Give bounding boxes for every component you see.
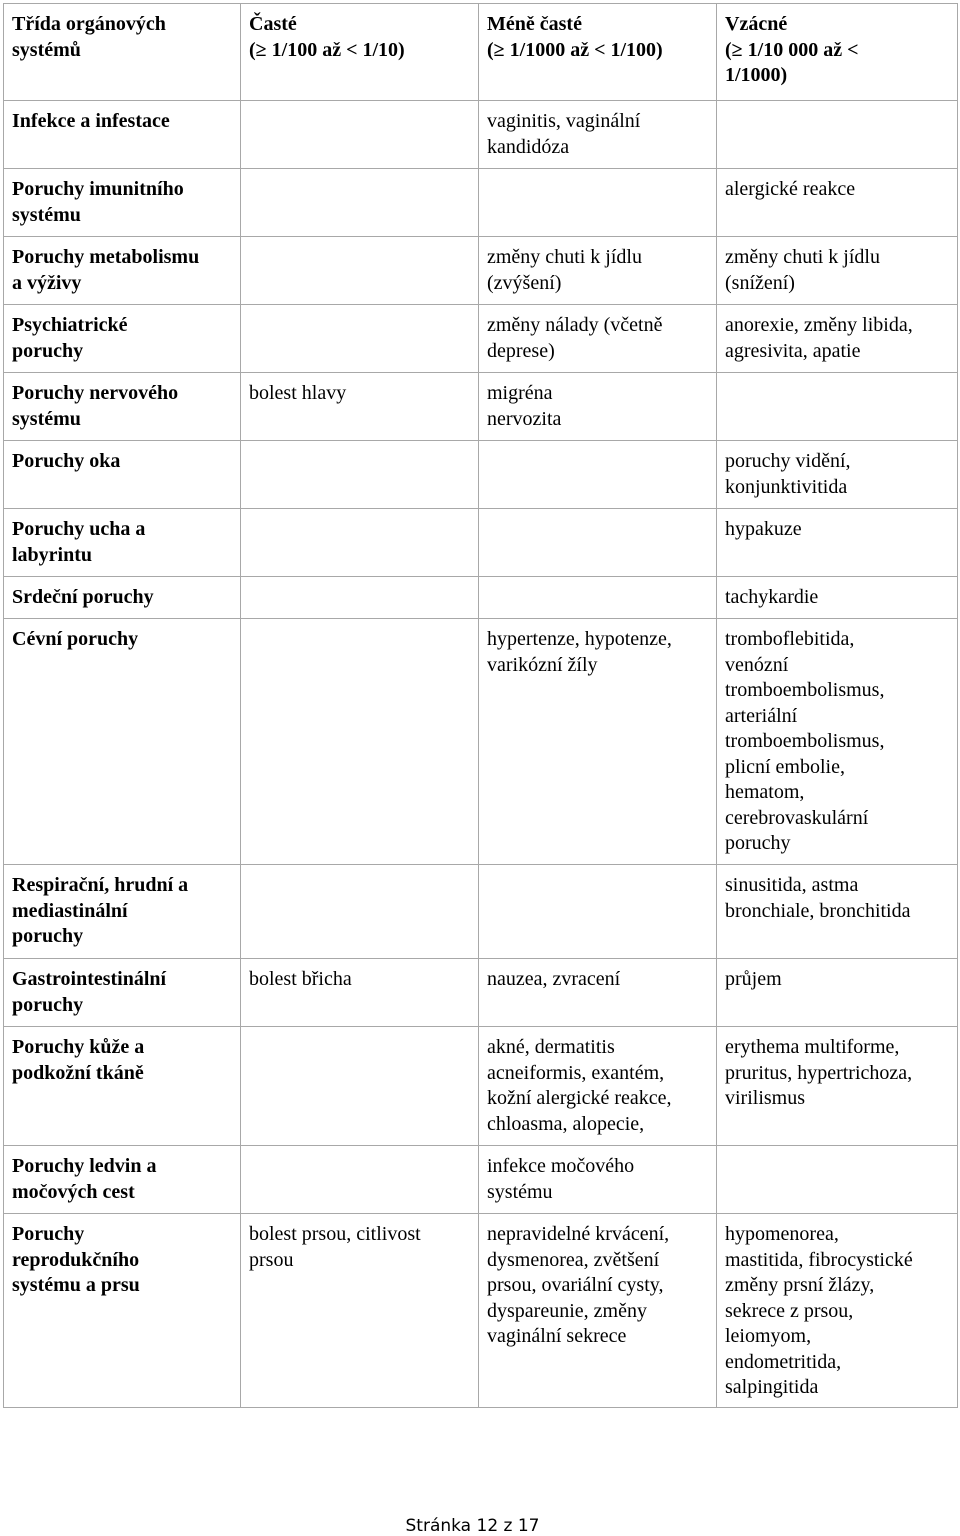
uncommon-cell — [479, 237, 717, 305]
organ-class-cell-line: Cévní poruchy — [12, 628, 139, 650]
organ-class-cell-line: Poruchy — [12, 1223, 85, 1245]
organ-class-cell — [4, 101, 241, 169]
rare-cell-line: pruritus, hypertrichoza, — [725, 1061, 913, 1084]
organ-class-cell-line: poruchy — [12, 339, 84, 362]
rare-cell-line: poruchy vidění, — [725, 450, 851, 472]
uncommon-cell-line: vaginální sekrece — [487, 1325, 627, 1347]
rare-cell — [717, 305, 958, 373]
common-cell — [241, 441, 479, 509]
uncommon-cell-line: nervozita — [487, 407, 562, 430]
adverse-reactions-table — [3, 3, 958, 1408]
organ-class-cell-line: Infekce a infestace — [12, 110, 170, 132]
uncommon-cell — [479, 865, 717, 959]
uncommon-cell — [479, 101, 717, 169]
organ-class-cell — [4, 1027, 241, 1146]
rare-cell-line: plicní embolie, — [725, 755, 845, 778]
rare-cell-line: sinusitida, astma — [725, 874, 859, 896]
rare-cell — [717, 959, 958, 1027]
rare-cell-line: anorexie, změny libida, — [725, 314, 913, 336]
header-row — [4, 4, 958, 101]
rare-cell-line: konjunktivitida — [725, 475, 848, 498]
organ-class-cell-line: Poruchy ledvin a — [12, 1155, 157, 1177]
rare-cell-line: průjem — [725, 968, 782, 990]
organ-class-cell — [4, 959, 241, 1027]
organ-class-cell-line: a výživy — [12, 271, 82, 294]
rare-cell-line: agresivita, apatie — [725, 339, 861, 362]
common-cell — [241, 865, 479, 959]
table-row-ucho — [4, 509, 958, 577]
uncommon-cell-line: akné, dermatitis — [487, 1036, 615, 1058]
rare-cell — [717, 1146, 958, 1214]
organ-class-cell — [4, 1146, 241, 1214]
organ-class-cell — [4, 619, 241, 865]
table-row-metabolismus — [4, 237, 958, 305]
organ-class-cell — [4, 865, 241, 959]
uncommon-cell-line: změny nálady (včetně — [487, 314, 663, 336]
rare-cell — [717, 865, 958, 959]
rare-cell-line: tromboflebitida, — [725, 628, 855, 650]
rare-cell-line: leiomyom, — [725, 1325, 812, 1347]
rare-cell-line: hypakuze — [725, 518, 802, 540]
organ-class-cell-line: Srdeční poruchy — [12, 586, 154, 608]
rare-cell-line: arteriální — [725, 704, 798, 727]
table-row-imunitni — [4, 169, 958, 237]
rare-cell-line: tromboembolismus, — [725, 679, 885, 701]
common-cell-line: bolest prsou, citlivost — [249, 1223, 421, 1245]
table-row-srdce — [4, 577, 958, 619]
uncommon-cell-line: acneiformis, exantém, — [487, 1061, 665, 1084]
uncommon-cell — [479, 509, 717, 577]
common-cell — [241, 101, 479, 169]
header-rare-line: 1/1000) — [725, 64, 788, 86]
table-body — [4, 101, 958, 1408]
rare-cell-line: tachykardie — [725, 586, 819, 608]
common-cell-line: bolest břicha — [249, 968, 352, 990]
organ-class-cell-line: Poruchy metabolismu — [12, 246, 200, 268]
uncommon-cell-line: chloasma, alopecie, — [487, 1112, 645, 1135]
rare-cell — [717, 619, 958, 865]
header-organ-class-line: Třída orgánových — [12, 13, 166, 35]
header-uncommon-line: Méně časté — [487, 13, 582, 35]
rare-cell-line: salpingitida — [725, 1376, 819, 1398]
header-common-line: (≥ 1/100 až < 1/10) — [249, 38, 405, 61]
common-cell-line: bolest hlavy — [249, 382, 347, 404]
common-cell — [241, 1146, 479, 1214]
uncommon-cell — [479, 1146, 717, 1214]
rare-cell-line: mastitida, fibrocystické — [725, 1248, 913, 1271]
header-rare-line: (≥ 1/10 000 až < — [725, 38, 859, 61]
rare-cell-line: virilismus — [725, 1087, 806, 1109]
common-cell — [241, 959, 479, 1027]
uncommon-cell-line: dyspareunie, změny — [487, 1299, 647, 1322]
organ-class-cell-line: reprodukčního — [12, 1248, 140, 1271]
common-cell — [241, 577, 479, 619]
uncommon-cell-line: migréna — [487, 382, 553, 404]
rare-cell — [717, 509, 958, 577]
organ-class-cell — [4, 509, 241, 577]
rare-cell-line: bronchiale, bronchitida — [725, 899, 911, 922]
rare-cell-line: sekrece z prsou, — [725, 1299, 854, 1322]
organ-class-cell-line: Psychiatrické — [12, 314, 128, 336]
organ-class-cell-line: poruchy — [12, 925, 84, 947]
uncommon-cell-line: kožní alergické reakce, — [487, 1087, 672, 1109]
uncommon-cell-line: varikózní žíly — [487, 653, 598, 676]
rare-cell-line: tromboembolismus, — [725, 730, 885, 752]
uncommon-cell-line: infekce močového — [487, 1155, 635, 1177]
rare-cell-line: hematom, — [725, 781, 805, 803]
uncommon-cell — [479, 959, 717, 1027]
header-uncommon — [479, 4, 717, 101]
rare-cell-line: alergické reakce — [725, 178, 856, 200]
organ-class-cell — [4, 373, 241, 441]
uncommon-cell-line: prsou, ovariální cysty, — [487, 1274, 664, 1296]
uncommon-cell-line: nauzea, zvracení — [487, 968, 621, 990]
table-row-nervovy — [4, 373, 958, 441]
header-common — [241, 4, 479, 101]
page-number: Stránka 12 z 17 — [405, 1516, 540, 1536]
organ-class-cell-line: labyrintu — [12, 543, 93, 566]
organ-class-cell-line: Gastrointestinální — [12, 968, 167, 990]
rare-cell-line: cerebrovaskulární — [725, 806, 869, 829]
table-row-ledviny — [4, 1146, 958, 1214]
uncommon-cell-line: (zvýšení) — [487, 271, 562, 294]
uncommon-cell-line: změny chuti k jídlu — [487, 246, 642, 268]
header-common-line: Časté — [249, 13, 297, 35]
common-cell — [241, 305, 479, 373]
organ-class-cell-line: Poruchy kůže a — [12, 1036, 145, 1058]
table-row-cevni — [4, 619, 958, 865]
organ-class-cell-line: močových cest — [12, 1180, 135, 1203]
organ-class-cell-line: systému — [12, 203, 81, 226]
uncommon-cell — [479, 577, 717, 619]
rare-cell-line: změny chuti k jídlu — [725, 246, 880, 268]
organ-class-cell-line: Respirační, hrudní a — [12, 874, 189, 896]
uncommon-cell — [479, 1027, 717, 1146]
uncommon-cell-line: nepravidelné krvácení, — [487, 1223, 670, 1245]
table-row-respiracni — [4, 865, 958, 959]
organ-class-cell — [4, 305, 241, 373]
rare-cell — [717, 1027, 958, 1146]
uncommon-cell-line: hypertenze, hypotenze, — [487, 628, 672, 650]
table-row-oko — [4, 441, 958, 509]
organ-class-cell-line: Poruchy ucha a — [12, 518, 146, 540]
organ-class-cell-line: Poruchy nervového — [12, 382, 179, 404]
organ-class-cell-line: podkožní tkáně — [12, 1061, 144, 1084]
uncommon-cell — [479, 619, 717, 865]
organ-class-cell-line: mediastinální — [12, 899, 128, 922]
rare-cell — [717, 237, 958, 305]
rare-cell — [717, 577, 958, 619]
organ-class-cell — [4, 237, 241, 305]
header-uncommon-line: (≥ 1/1000 až < 1/100) — [487, 38, 663, 61]
header-organ-class-line: systémů — [12, 38, 81, 61]
uncommon-cell-line: kandidóza — [487, 135, 570, 158]
rare-cell-line: (snížení) — [725, 271, 795, 294]
organ-class-cell-line: poruchy — [12, 993, 84, 1016]
table-row-reprodukcni — [4, 1214, 958, 1408]
header-rare-line: Vzácné — [725, 13, 788, 35]
common-cell-line: prsou — [249, 1248, 294, 1271]
rare-cell-line: poruchy — [725, 832, 791, 854]
table-row-psychiatricke — [4, 305, 958, 373]
organ-class-cell — [4, 1214, 241, 1408]
uncommon-cell-line: deprese) — [487, 339, 555, 362]
uncommon-cell — [479, 169, 717, 237]
common-cell — [241, 169, 479, 237]
rare-cell — [717, 1214, 958, 1408]
rare-cell — [717, 169, 958, 237]
common-cell — [241, 1214, 479, 1408]
uncommon-cell — [479, 1214, 717, 1408]
common-cell — [241, 509, 479, 577]
uncommon-cell-line: systému — [487, 1180, 553, 1203]
organ-class-cell-line: systému — [12, 407, 81, 430]
table-row-infekce — [4, 101, 958, 169]
uncommon-cell — [479, 305, 717, 373]
organ-class-cell — [4, 577, 241, 619]
common-cell — [241, 1027, 479, 1146]
rare-cell-line: hypomenorea, — [725, 1223, 839, 1245]
header-rare — [717, 4, 958, 101]
table-row-kuze — [4, 1027, 958, 1146]
rare-cell-line: endometritida, — [725, 1350, 842, 1373]
uncommon-cell — [479, 441, 717, 509]
uncommon-cell — [479, 373, 717, 441]
organ-class-cell-line: systému a prsu — [12, 1274, 140, 1296]
header-organ-class — [4, 4, 241, 101]
rare-cell-line: změny prsní žlázy, — [725, 1274, 875, 1296]
rare-cell — [717, 101, 958, 169]
uncommon-cell-line: dysmenorea, zvětšení — [487, 1248, 660, 1271]
table-header — [4, 4, 958, 101]
organ-class-cell-line: Poruchy imunitního — [12, 178, 184, 200]
organ-class-cell — [4, 441, 241, 509]
rare-cell-line: venózní — [725, 653, 789, 676]
rare-cell — [717, 373, 958, 441]
uncommon-cell-line: vaginitis, vaginální — [487, 110, 641, 132]
organ-class-cell-line: Poruchy oka — [12, 450, 121, 472]
common-cell — [241, 373, 479, 441]
common-cell — [241, 237, 479, 305]
common-cell — [241, 619, 479, 865]
table-row-gastro — [4, 959, 958, 1027]
organ-class-cell — [4, 169, 241, 237]
rare-cell — [717, 441, 958, 509]
rare-cell-line: erythema multiforme, — [725, 1036, 900, 1058]
